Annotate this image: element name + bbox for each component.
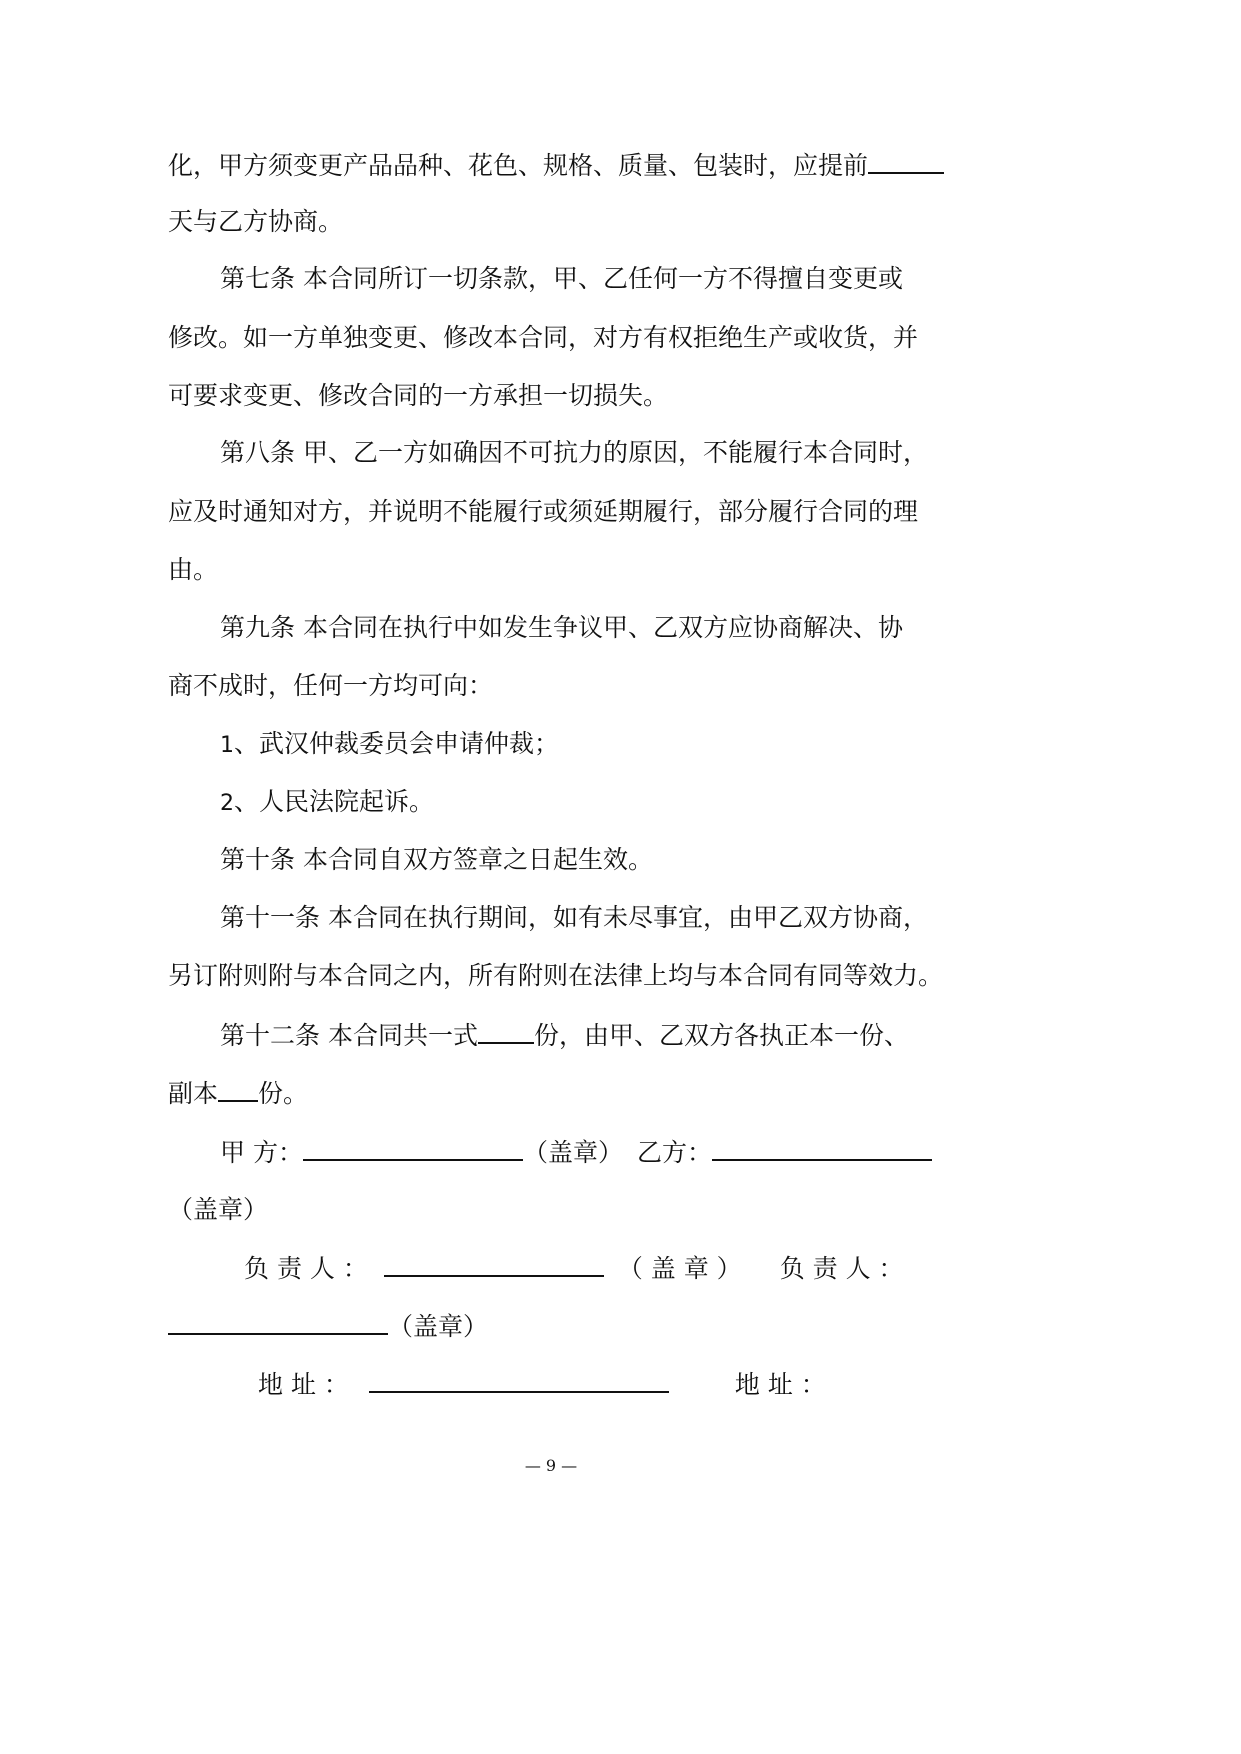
party-a-address-blank: [369, 1369, 669, 1393]
address-line: 地 址 ： 地 址 ：: [258, 1370, 826, 1399]
article-11-line-1: 第十一条 本合同在执行期间，如有未尽事宜，由甲乙双方协商，: [220, 903, 928, 932]
party-b-representative-blank: [168, 1311, 388, 1335]
party-a-representative-blank: [384, 1253, 604, 1277]
party-b-representative-line: （盖章）: [168, 1311, 488, 1342]
party-a-signature-line: 甲 方： （盖章） 乙方：: [220, 1137, 932, 1168]
article-6-continuation-end: 天与乙方协商。: [168, 207, 344, 236]
days-blank: [868, 150, 944, 174]
article-8-line-3: 由。: [168, 555, 219, 584]
article-10: 第十条 本合同自双方签章之日起生效。: [220, 845, 653, 874]
article-12-line-2: 副本 份。: [168, 1079, 309, 1108]
article-9-option-2: 2、人民法院起诉。: [220, 787, 435, 816]
article-7-line-3: 可要求变更、修改合同的一方承担一切损失。: [168, 381, 669, 410]
party-b-seal: （盖章）: [168, 1195, 269, 1224]
party-b-name-blank: [712, 1137, 932, 1161]
page-number: — 9 —: [524, 1456, 578, 1475]
article-8-line-1: 第八条 甲、乙一方如确因不可抗力的原因，不能履行本合同时，: [220, 438, 928, 467]
copies-blank: [478, 1020, 534, 1044]
party-a-name-blank: [303, 1137, 523, 1161]
article-8-line-2: 应及时通知对方，并说明不能履行或须延期履行，部分履行合同的理: [168, 497, 919, 526]
article-7-line-2: 修改。如一方单独变更、修改本合同，对方有权拒绝生产或收货，并: [168, 323, 919, 352]
article-9-option-1: 1、武汉仲裁委员会申请仲裁；: [220, 729, 560, 758]
duplicate-copies-blank: [218, 1078, 258, 1102]
representative-signature-line: 负 责 人 ： （ 盖 章 ） 负 责 人 ：: [244, 1254, 904, 1283]
article-11-line-2: 另订附则附与本合同之内，所有附则在法律上均与本合同有同等效力。: [168, 961, 944, 990]
article-9-line-2: 商不成时，任何一方均可向：: [168, 671, 494, 700]
article-7-line-1: 第七条 本合同所订一切条款，甲、乙任何一方不得擅自变更或: [220, 264, 903, 293]
article-9-line-1: 第九条 本合同在执行中如发生争议甲、乙双方应协商解决、协: [220, 613, 903, 642]
article-6-continuation: 化，甲方须变更产品品种、花色、规格、质量、包装时，应提前: [168, 150, 944, 181]
article-12-line-1: 第十二条 本合同共一式 份，由甲、乙双方各执正本一份、: [220, 1021, 909, 1050]
